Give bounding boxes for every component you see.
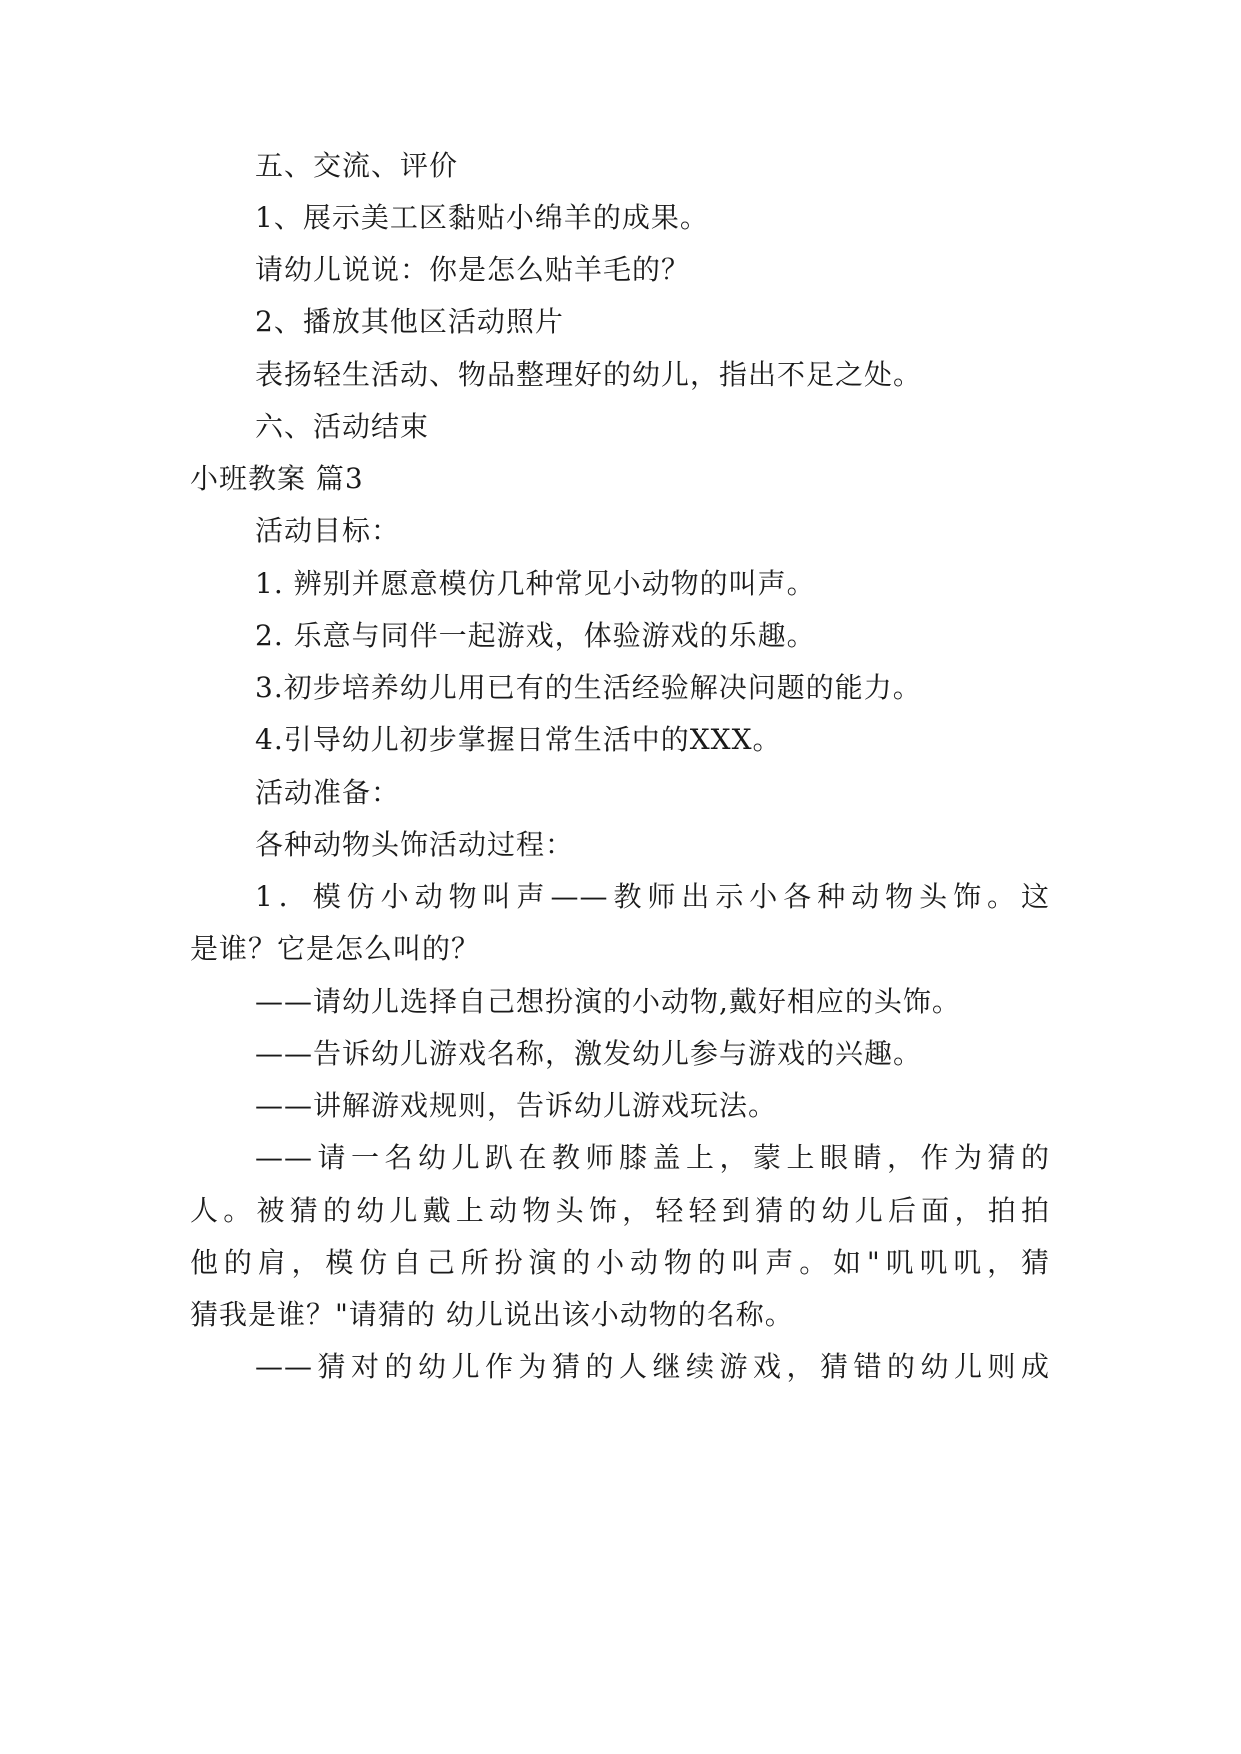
goal-item: 1. 辨别并愿意模仿几种常见小动物的叫声。 bbox=[255, 567, 816, 600]
paragraph-line: ——讲解游戏规则，告诉幼儿游戏玩法。 bbox=[255, 1089, 778, 1122]
paragraph-line: ——请幼儿选择自己想扮演的小动物,戴好相应的头饰。 bbox=[255, 985, 961, 1018]
goal-item: 3.初步培养幼儿用已有的生活经验解决问题的能力。 bbox=[255, 671, 922, 704]
section-heading-activity-end: 六、活动结束 bbox=[255, 410, 430, 443]
paragraph-line: ——告诉幼儿游戏名称，激发幼儿参与游戏的兴趣。 bbox=[255, 1037, 923, 1070]
goal-item: 2. 乐意与同伴一起游戏，体验游戏的乐趣。 bbox=[255, 619, 816, 652]
paragraph-line: 2、播放其他区活动照片 bbox=[255, 305, 564, 338]
lesson-title: 小班教案 篇3 bbox=[190, 462, 364, 495]
section-heading-exchange-evaluation: 五、交流、评价 bbox=[255, 149, 459, 182]
paragraph-line: 请幼儿说说：你是怎么贴羊毛的？ bbox=[255, 253, 691, 286]
section-heading-goals: 活动目标： bbox=[255, 514, 401, 547]
goal-item: 4.引导幼儿初步掌握日常生活中的XXX。 bbox=[255, 723, 782, 756]
paragraph-line: ——请一名幼儿趴在教师膝盖上，蒙上眼睛，作为猜的 bbox=[255, 1141, 1050, 1174]
paragraph-line: 1、展示美工区黏贴小绵羊的成果。 bbox=[255, 201, 709, 234]
paragraph-line: 猜我是谁？"请猜的 幼儿说出该小动物的名称。 bbox=[190, 1298, 794, 1331]
paragraph-line: 是谁？它是怎么叫的？ bbox=[190, 932, 481, 965]
paragraph-line: 他的肩，模仿自己所扮演的小动物的叫声。如"叽叽叽，猜 bbox=[190, 1246, 1050, 1279]
paragraph-line: 1．模仿小动物叫声——教师出示小各种动物头饰。这 bbox=[255, 880, 1050, 913]
paragraph-line: 各种动物头饰活动过程： bbox=[255, 828, 575, 861]
paragraph-line: ——猜对的幼儿作为猜的人继续游戏，猜错的幼儿则成 bbox=[255, 1350, 1050, 1383]
paragraph-line: 人。被猜的幼儿戴上动物头饰，轻轻到猜的幼儿后面，拍拍 bbox=[190, 1194, 1050, 1227]
paragraph-line: 表扬轻生活动、物品整理好的幼儿，指出不足之处。 bbox=[255, 358, 923, 391]
section-heading-preparation: 活动准备： bbox=[255, 776, 401, 809]
